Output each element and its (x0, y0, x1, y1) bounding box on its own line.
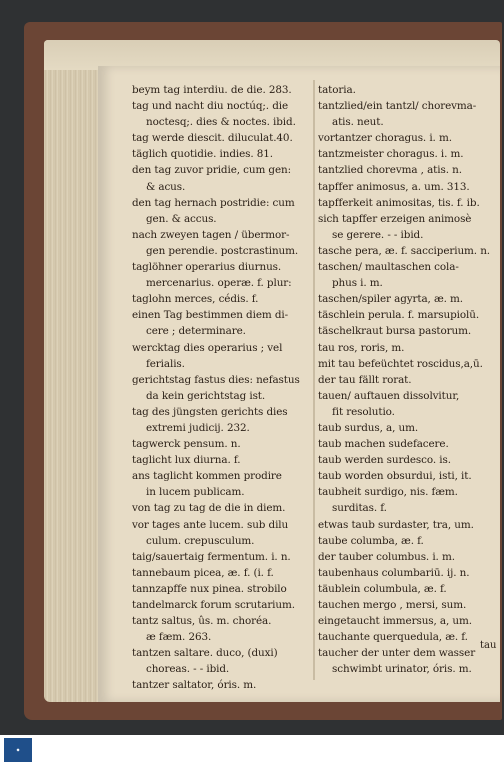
dictionary-entry-line: & acus. (146, 180, 186, 193)
dictionary-entry-line: se gerere. - - ibid. (332, 228, 424, 241)
dictionary-entry-line: tatoria. (318, 84, 356, 96)
dictionary-entry-line: wercktag dies operarius ; vel (132, 341, 283, 354)
dictionary-entry-line: tantzmeister choragus. i. m. (318, 148, 464, 161)
dictionary-entry-line: taglohn merces, cédis. f. (132, 293, 259, 306)
dictionary-entry-line: eingetaucht immersus, a, um. (318, 615, 472, 628)
dictionary-entry-line: tantzlied chorevma , atis. n. (318, 164, 462, 177)
dictionary-entry-line: tau ros, roris, m. (318, 341, 405, 354)
dictionary-entry-line: ferialis. (146, 357, 185, 370)
dictionary-entry-line: tapffer animosus, a. um. 313. (318, 180, 470, 193)
dictionary-entry-line: tag und nacht diu noctúq;. die (132, 100, 289, 113)
dictionary-entry-line: taschen/spiler agyrta, æ. m. (318, 293, 463, 306)
dictionary-entry-line: tauchante querquedula, æ. f. (318, 631, 468, 644)
dictionary-entry-line: vor tages ante lucem. sub dilu (132, 518, 289, 531)
dictionary-entry-line: gen perendie. postcrastinum. (146, 244, 299, 257)
dictionary-entry-line: tannebaum picea, æ. f. (i. f. (132, 566, 274, 579)
dictionary-entry-line: taub worden obsurdui, isti, it. (318, 470, 472, 483)
dictionary-entry-line: beym tag interdiu. de die. 283. (132, 84, 292, 96)
dictionary-entry-line: von tag zu tag de die in diem. (132, 502, 286, 515)
dictionary-entry-line: taucher der unter dem wasser (318, 647, 476, 660)
dictionary-entry-line: in lucem publicam. (146, 486, 245, 499)
dictionary-entry-line: vortantzer choragus. i. m. (318, 132, 452, 145)
dictionary-entry-line: taub werden surdesco. is. (318, 454, 451, 467)
dictionary-entry-line: gen. & accus. (146, 212, 217, 225)
dictionary-entry-line: nach zweyen tagen / übermor- (132, 228, 290, 241)
dictionary-entry-line: tapfferkeit animositas, tis. f. ib. (318, 196, 480, 209)
dictionary-entry-line: surditas. f. (332, 502, 387, 515)
dictionary-entry-line: einen Tag bestimmen diem di- (132, 309, 289, 322)
dictionary-entry-line: tauchen mergo , mersi, sum. (318, 599, 467, 611)
dictionary-entry-line: da kein gerichtstag ist. (146, 389, 266, 402)
dictionary-entry-line: taubenhaus columbariū. ij. n. (318, 566, 470, 579)
dictionary-entry-line: extremi judicij. 232. (146, 421, 250, 434)
dictionary-entry-line: sich tapffer erzeigen animosè (318, 212, 472, 225)
dictionary-entry-line: tannzapffe nux pinea. strobilo (132, 582, 287, 595)
dictionary-entry-line: fit resolutio. (332, 405, 395, 418)
dictionary-entry-line: den tag hernach postridie: cum (132, 196, 295, 209)
viewer-footer (0, 735, 504, 764)
dictionary-entry-line: taschen/ maultaschen cola- (318, 261, 459, 274)
dictionary-entry-line: tag werde diescit. diluculat.40. (132, 132, 293, 145)
dictionary-entry-line: cere ; determinare. (146, 325, 246, 338)
dictionary-entry-line: tantzer saltator, óris. m. (132, 679, 257, 692)
right-column (318, 82, 498, 677)
dictionary-entry-line: der tauber columbus. i. m. (318, 550, 455, 563)
dictionary-entry-line: taglicht lux diurna. f. (132, 454, 241, 467)
dictionary-entry-line: taglöhner operarius diurnus. (132, 261, 282, 274)
dictionary-entry-line: tauen/ auftauen dissolvitur, (318, 389, 460, 402)
dictionary-entry-line: mit tau befeüchtet roscidus,a,ū. (318, 357, 483, 370)
dictionary-entry-line: ans taglicht kommen prodire (132, 470, 282, 483)
dictionary-entry-line: culum. crepusculum. (146, 534, 255, 547)
dictionary-entry-line: tantz saltus, ûs. m. choréa. (132, 615, 272, 628)
page-edges (44, 40, 102, 702)
dictionary-entry-line: täschlein perula. f. marsupiolū. (318, 309, 480, 322)
dictionary-entry-line: schwimbt urinator, óris. m. (332, 663, 472, 676)
column-divider (313, 80, 315, 680)
dictionary-entry-line: tantzen saltare. duco, (duxi) (132, 647, 278, 660)
dictionary-entry-line: täschelkraut bursa pastorum. (318, 325, 472, 338)
library-logo-icon[interactable]: ◆ (4, 738, 32, 762)
left-column (132, 82, 312, 694)
dictionary-entry-line: atis. neut. (332, 116, 384, 129)
dictionary-entry-line: tagwerck pensum. n. (132, 438, 241, 451)
dictionary-entry-line: taub machen sudefacere. (318, 438, 449, 451)
dictionary-entry-line: tag des jüngsten gerichts dies (132, 405, 288, 418)
dictionary-entry-line: choreas. - - ibid. (146, 663, 230, 676)
catchword: tau (480, 640, 497, 651)
dictionary-entry-line: täublein columbula, æ. f. (318, 582, 447, 595)
dictionary-entry-line: tasche pera, æ. f. sacciperium. n. (318, 244, 491, 257)
dictionary-entry-line: den tag zuvor pridie, cum gen: (132, 164, 292, 177)
dictionary-entry-line: æ fæm. 263. (146, 631, 212, 644)
dictionary-entry-line: tandelmarck forum scrutarium. (132, 599, 295, 611)
dictionary-entry-line: gerichtstag fastus dies: nefastus (132, 373, 300, 386)
dictionary-entry-line: taube columba, æ. f. (318, 534, 424, 547)
dictionary-entry-line: taub surdus, a, um. (318, 421, 419, 434)
dictionary-entry-line: taubheit surdigo, nis. fæm. (318, 486, 458, 499)
dictionary-entry-line: etwas taub surdaster, tra, um. (318, 518, 474, 531)
dictionary-entry-line: mercenarius. operæ. f. plur: (146, 277, 292, 290)
dictionary-entry-line: taig/sauertaig fermentum. i. n. (132, 550, 291, 563)
dictionary-entry-line: phus i. m. (332, 277, 383, 290)
dictionary-entry-line: täglich quotidie. indies. 81. (132, 148, 274, 161)
dictionary-entry-line: tantzlied/ein tantzl/ chorevma- (318, 100, 477, 113)
dictionary-entry-line: noctesq;. dies & noctes. ibid. (146, 116, 296, 129)
dictionary-entry-line: der tau fällt rorat. (318, 373, 412, 386)
